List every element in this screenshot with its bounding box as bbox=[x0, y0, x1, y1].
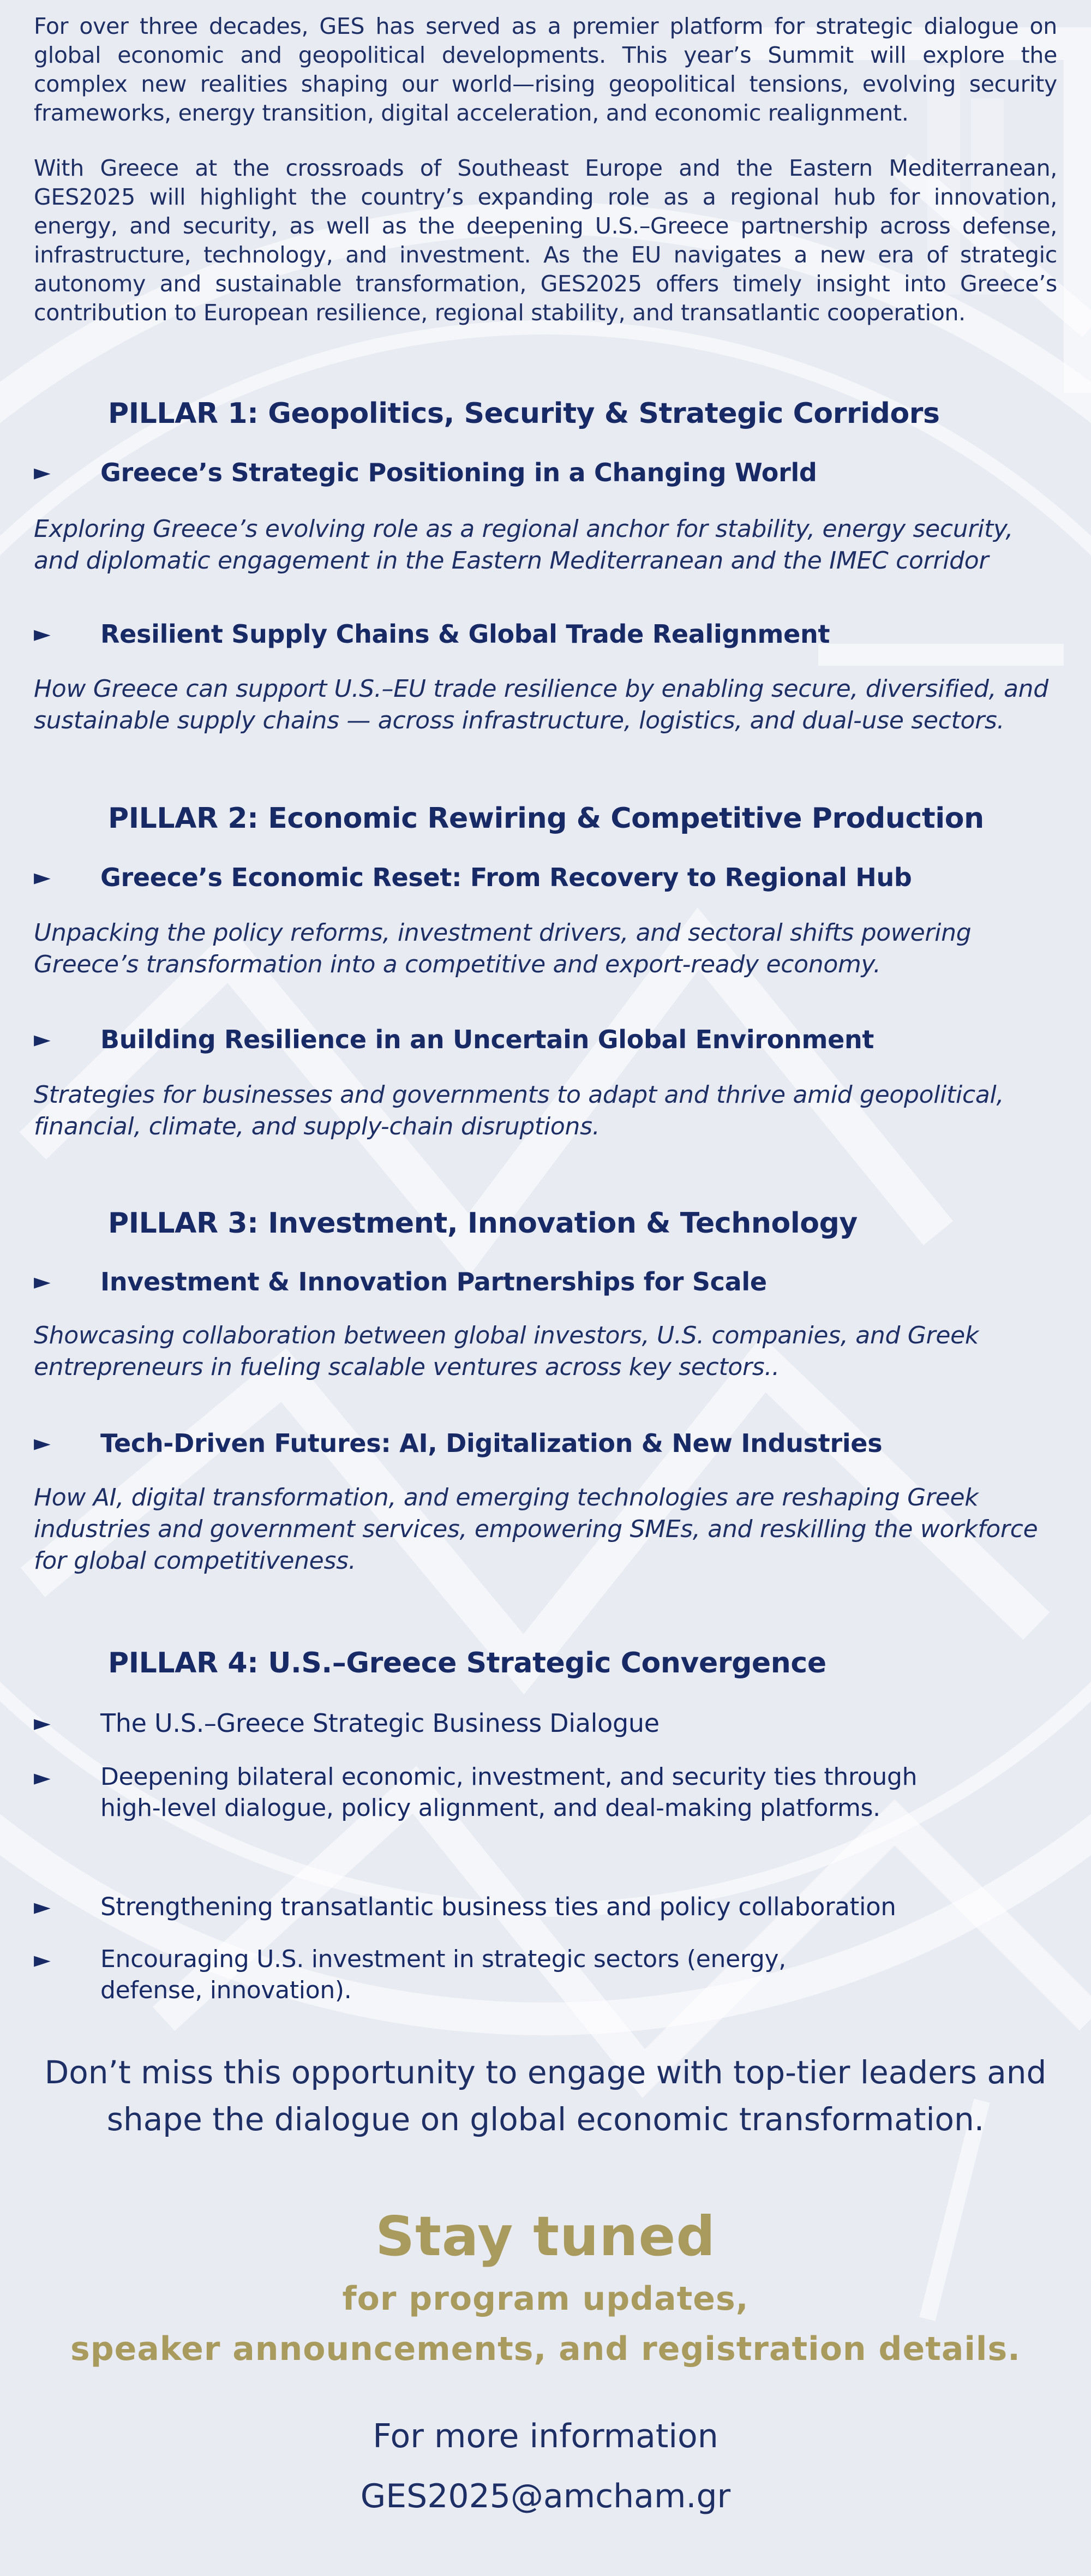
item-label: Strengthening transatlantic business ties and policy collaboration bbox=[100, 1892, 896, 1921]
item-label: Encouraging U.S. investment in strategic sectors (energy, defense, innovation). bbox=[100, 1945, 786, 2004]
intro-paragraph-2: With Greece at the crossroads of Southeast Europe and the Eastern Mediterranean, GES2025 will highlight the country’s expanding role as a regional hub for innovation, energy, and security, as well as the deepening U.S.–Greece partnership across defense, infrastructure, technology, and investment. As the EU navigates a new era of strategic autonomy and sustainable transformation, GES2025 offers timely insight into Greece’s contribution to European resilience, regional stability, and transatlantic cooperation. bbox=[34, 155, 1057, 326]
pillar-2-topic-1 bbox=[34, 861, 1057, 894]
stay-tuned-title: Stay tuned bbox=[375, 2204, 716, 2268]
pillar-2-topic-1-description: Unpacking the policy reforms, investment drivers, and sectoral shifts powering Greece’s transformation into a competitive and export-ready economy. bbox=[34, 919, 972, 978]
pillar-4-item-1 bbox=[34, 1707, 907, 1740]
stay-tuned-line-2: speaker announcements, and registration details. bbox=[70, 2330, 1021, 2368]
pillar-3-topic-2 bbox=[34, 1427, 1057, 1460]
bullet-arrow-icon: ► bbox=[34, 865, 51, 890]
bullet-arrow-icon: ► bbox=[34, 1711, 51, 1736]
pillar-2-topic-2-description: Strategies for businesses and governments to adapt and thrive amid geopolitical, financial, climate, and supply-chain disruptions. bbox=[34, 1081, 1004, 1140]
topic-label: Tech-Driven Futures: AI, Digitalization & New Industries bbox=[100, 1429, 883, 1458]
bullet-arrow-icon: ► bbox=[34, 1027, 51, 1052]
more-info-label: For more information bbox=[373, 2417, 718, 2455]
stay-tuned-line-1: for program updates, bbox=[342, 2280, 749, 2318]
topic-label: Resilient Supply Chains & Global Trade Realignment bbox=[100, 619, 830, 649]
pillar-3-topic-2-description: How AI, digital transformation, and emerging technologies are reshaping Greek industries and government services, empowering SMEs, and reskilling the workforce for global competitiveness. bbox=[34, 1484, 1038, 1575]
intro-paragraph-1: For over three decades, GES has served as a premier platform for strategic dialogue on global economic and geopolitical developments. This year’s Summit will explore the complex new realities shaping our world—rising geopolitical tensions, evolving security frameworks, energy transition, digital acceleration, and economic realignment. bbox=[34, 13, 1057, 126]
topic-label: Building Resilience in an Uncertain Global Environment bbox=[100, 1025, 874, 1054]
pillar-4-item-2 bbox=[34, 1761, 961, 1824]
pillar-3-title: PILLAR 3: Investment, Innovation & Technology bbox=[108, 1207, 858, 1240]
pillar-2-title: PILLAR 2: Economic Rewiring & Competitive Production bbox=[108, 802, 984, 835]
pillar-1-topic-2 bbox=[34, 618, 1057, 650]
bullet-arrow-icon: ► bbox=[34, 1947, 51, 1973]
bullet-arrow-icon: ► bbox=[34, 1431, 51, 1456]
item-label: The U.S.–Greece Strategic Business Dialogue bbox=[100, 1708, 660, 1738]
pillar-1-title: PILLAR 1: Geopolitics, Security & Strategic Corridors bbox=[108, 397, 940, 430]
bullet-arrow-icon: ► bbox=[34, 621, 51, 647]
topic-label: Greece’s Economic Reset: From Recovery to Regional Hub bbox=[100, 863, 912, 892]
bullet-arrow-icon: ► bbox=[34, 460, 51, 485]
topic-label: Greece’s Strategic Positioning in a Changing World bbox=[100, 458, 817, 487]
item-label: Deepening bilateral economic, investment, and security ties through high-level dialogue, policy alignment, and deal-making platforms. bbox=[100, 1763, 918, 1822]
pillar-1-topic-1 bbox=[34, 456, 1057, 489]
bullet-arrow-icon: ► bbox=[34, 1269, 51, 1294]
bullet-arrow-icon: ► bbox=[34, 1765, 51, 1790]
pillar-1-topic-1-description: Exploring Greece’s evolving role as a regional anchor for stability, energy security, and diplomatic engagement in the Eastern Mediterranean and the IMEC corridor bbox=[34, 515, 1014, 575]
pillar-4-item-3 bbox=[34, 1891, 1016, 1923]
topic-label: Investment & Innovation Partnerships for Scale bbox=[100, 1267, 767, 1296]
pillar-2-topic-2 bbox=[34, 1023, 1057, 1056]
pillar-3-topic-1 bbox=[34, 1265, 1057, 1298]
pillar-4-item-4 bbox=[34, 1944, 885, 2006]
contact-email-link[interactable]: GES2025@amcham.gr bbox=[360, 2477, 731, 2515]
pillar-3-topic-1-description: Showcasing collaboration between global investors, U.S. companies, and Greek entrepreneurs in fueling scalable ventures across key sectors.. bbox=[34, 1322, 979, 1381]
closing-line-1: Don’t miss this opportunity to engage with top-tier leaders and bbox=[44, 2054, 1047, 2091]
bullet-arrow-icon: ► bbox=[34, 1894, 51, 1920]
closing-line-2: shape the dialogue on global economic transformation. bbox=[106, 2101, 985, 2138]
pillar-4-title: PILLAR 4: U.S.–Greece Strategic Convergence bbox=[108, 1647, 826, 1680]
pillar-1-topic-2-description: How Greece can support U.S.–EU trade resilience by enabling secure, diversified, and sustainable supply chains — across infrastructure, logistics, and dual-use sectors. bbox=[34, 675, 1048, 734]
